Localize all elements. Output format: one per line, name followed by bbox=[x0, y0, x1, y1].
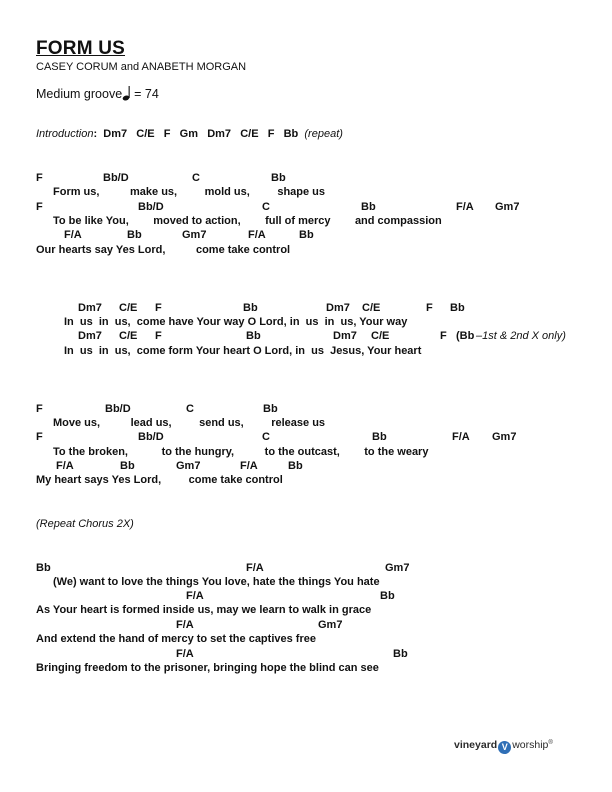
chorus-chord: F bbox=[426, 302, 433, 314]
chorus-chord: –1st & 2nd X only) bbox=[476, 330, 566, 342]
tempo-label: Medium groove bbox=[36, 87, 123, 101]
tempo-value: = 74 bbox=[134, 87, 159, 101]
chorus-chord: Dm7 bbox=[326, 302, 350, 314]
bridge-chord: F/A bbox=[246, 562, 264, 574]
verse1-chord: Bb/D bbox=[138, 201, 164, 213]
chorus-chord: C/E bbox=[371, 330, 390, 342]
bridge-chord: Gm7 bbox=[385, 562, 410, 574]
vineyard-worship-logo bbox=[454, 739, 553, 754]
verse2-chord: Gm7 bbox=[492, 431, 517, 443]
bridge-chord: Gm7 bbox=[318, 619, 343, 631]
quarter-note-icon bbox=[122, 85, 134, 101]
verse2-chord: Bb/D bbox=[138, 431, 164, 443]
song-authors: CASEY CORUM and ANABETH MORGAN bbox=[36, 61, 247, 73]
verse2-chord: F bbox=[36, 403, 43, 415]
verse1-lyric-line: To be like You, moved to action, full of mercy and compassion bbox=[53, 215, 442, 227]
intro-repeat: (repeat) bbox=[304, 128, 343, 140]
chorus-chord: Dm7 bbox=[78, 330, 102, 342]
verse1-chord: F/A bbox=[456, 201, 474, 213]
verse2-chord: C bbox=[186, 403, 194, 415]
chorus-chord: C/E bbox=[362, 302, 381, 314]
verse1-chord: Gm7 bbox=[182, 229, 207, 241]
verse2-lyric-line: To the broken, to the hungry, to the outcast, to the weary bbox=[53, 446, 429, 458]
verse2-chord: F bbox=[36, 431, 43, 443]
verse2-chord: F/A bbox=[240, 460, 258, 472]
bridge-lyric-line: As Your heart is formed inside us, may we learn to walk in grace bbox=[36, 604, 372, 616]
verse1-chord: Bb bbox=[127, 229, 142, 241]
introduction-line bbox=[36, 128, 343, 140]
bridge-chord: Bb bbox=[380, 590, 395, 602]
chorus-chord: F bbox=[155, 302, 162, 314]
verse1-chord: F bbox=[36, 172, 43, 184]
bridge-lyric-line: (We) want to love the things You love, hate the things You hate bbox=[53, 576, 380, 588]
verse1-chord: F bbox=[36, 201, 43, 213]
verse1-chord: Bb/D bbox=[103, 172, 129, 184]
chorus-lyric-line: In us in us, come form Your heart O Lord, in us Jesus, Your heart bbox=[64, 345, 422, 357]
verse2-chord: Bb bbox=[372, 431, 387, 443]
intro-label: Introduction bbox=[36, 128, 94, 140]
verse1-chord: Gm7 bbox=[495, 201, 520, 213]
verse2-chord: Bb/D bbox=[105, 403, 131, 415]
verse1-chord: Bb bbox=[299, 229, 314, 241]
verse1-chord: Bb bbox=[361, 201, 376, 213]
chorus-chord: F bbox=[440, 330, 447, 342]
chorus-lyric-line: In us in us, come have Your way O Lord, in us in us, Your way bbox=[64, 316, 408, 328]
intro-chords: Dm7 C/E F Gm Dm7 C/E F Bb bbox=[103, 128, 299, 140]
verse2-chord: C bbox=[262, 431, 270, 443]
verse2-chord: Bb bbox=[288, 460, 303, 472]
verse1-chord: C bbox=[192, 172, 200, 184]
verse1-chord: C bbox=[262, 201, 270, 213]
chorus-chord: Bb bbox=[450, 302, 465, 314]
bridge-chord: F/A bbox=[186, 590, 204, 602]
bridge-chord: Bb bbox=[36, 562, 51, 574]
song-title: FORM US bbox=[36, 38, 126, 59]
bridge-lyric-line: And extend the hand of mercy to set the captives free bbox=[36, 633, 316, 645]
chorus-chord: Bb bbox=[243, 302, 258, 314]
verse2-chord: F/A bbox=[452, 431, 470, 443]
verse1-chord: Bb bbox=[271, 172, 286, 184]
bridge-chord: F/A bbox=[176, 619, 194, 631]
verse2-chord: Gm7 bbox=[176, 460, 201, 472]
logo-text-vineyard: vineyard bbox=[454, 739, 498, 751]
chorus-chord: Dm7 bbox=[78, 302, 102, 314]
verse1-chord: F/A bbox=[64, 229, 82, 241]
registered-mark: ® bbox=[548, 740, 553, 746]
bridge-chord: F/A bbox=[176, 648, 194, 660]
verse2-lyric-line: Move us, lead us, send us, release us bbox=[53, 417, 326, 429]
verse1-lyric-line: Our hearts say Yes Lord, come take control bbox=[36, 244, 291, 256]
bridge-chord: Bb bbox=[393, 648, 408, 660]
intro-colon: : bbox=[93, 128, 98, 140]
chorus-chord: Bb bbox=[246, 330, 261, 342]
bridge-lyric-line: Bringing freedom to the prisoner, bringing hope the blind can see bbox=[36, 662, 379, 674]
verse2-lyric-line: My heart says Yes Lord, come take control bbox=[36, 474, 283, 486]
verse2-chord: F/A bbox=[56, 460, 74, 472]
verse2-chord: Bb bbox=[120, 460, 135, 472]
verse1-chord: F/A bbox=[248, 229, 266, 241]
chorus-chord: (Bb bbox=[456, 330, 475, 342]
chorus-chord: C/E bbox=[119, 330, 138, 342]
chorus-chord: F bbox=[155, 330, 162, 342]
repeat-chorus-direction: (Repeat Chorus 2X) bbox=[36, 518, 134, 530]
logo-text-worship: worship bbox=[512, 739, 549, 751]
verse1-lyric-line: Form us, make us, mold us, shape us bbox=[53, 186, 326, 198]
vineyard-v-icon: V bbox=[498, 741, 511, 754]
chorus-chord: C/E bbox=[119, 302, 138, 314]
verse2-chord: Bb bbox=[263, 403, 278, 415]
chorus-chord: Dm7 bbox=[333, 330, 357, 342]
tempo-marking bbox=[36, 85, 159, 101]
